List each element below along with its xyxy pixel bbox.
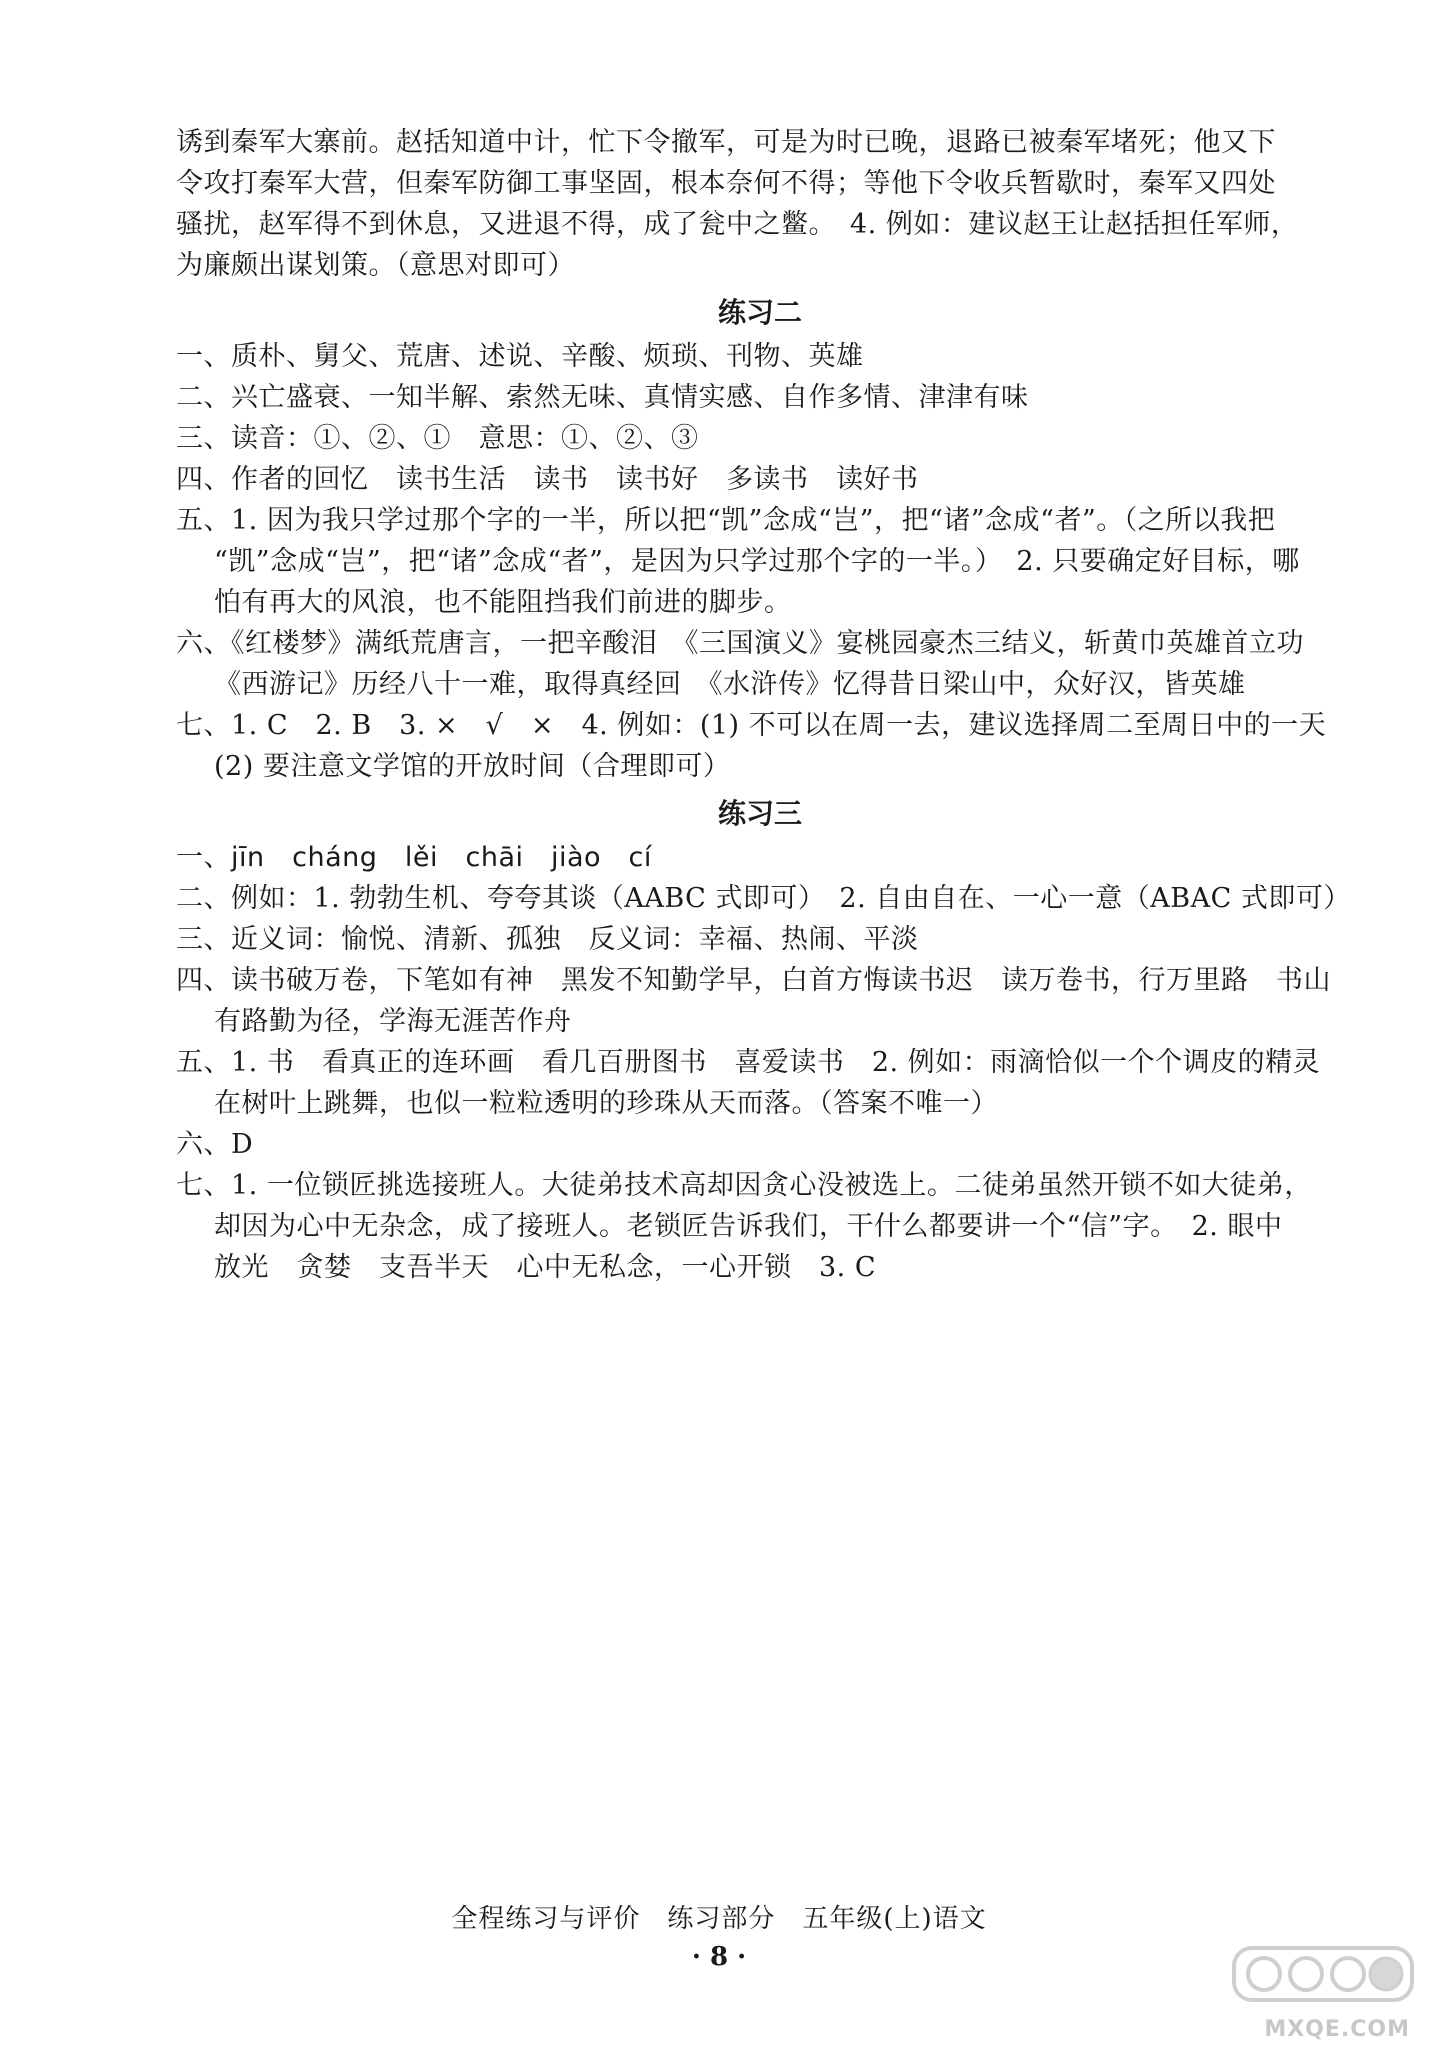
practice-3-line-6: 在树叶上跳舞，也似一粒粒透明的珍珠从天而落。（答案不唯一） — [214, 1088, 998, 1119]
practice-2-line-11: (2) 要注意文学馆的开放时间（合理即可） — [214, 751, 731, 782]
intro-line-4: 为廉颇出谋划策。（意思对即可） — [176, 250, 575, 281]
practice-2-line-6: “凯”念成“岂”，把“诸”念成“者”，是因为只学过那个字的一半。） 2. 只要确定好目标，哪 — [214, 546, 1300, 577]
intro-paragraph — [176, 122, 1344, 286]
page-number: · 8 · — [691, 1942, 747, 1972]
footer-book-title: 全程练习与评价 练习部分 五年级(上)语文 — [451, 1904, 987, 1934]
practice-3-pinyin-line — [176, 837, 1344, 878]
section-heading-practice-2: 练习二 — [717, 296, 802, 329]
section-practice-3 — [176, 837, 1351, 1288]
practice-2-line-5: 五、1. 因为我只学过那个字的一半，所以把“凯”念成“岂”，把“诸”念成“者”。（之所以我把 — [176, 505, 1276, 536]
practice-3-line-5: 五、1. 书 看真正的连环画 看几百册图书 喜爱读书 2. 例如：雨滴恰似一个个调皮的精灵 — [176, 1047, 1321, 1078]
pinyin-prefix: 一、 — [176, 842, 231, 873]
answer-watermark-logo-icon — [1230, 1942, 1416, 2006]
pinyin-answers: jīn cháng lěi chāi jiào cí — [231, 842, 652, 873]
practice-3-line-7: 六、D — [176, 1129, 254, 1160]
practice-2-line-9: 《西游记》历经八十一难，取得真经回 《水浒传》忆得昔日梁山中，众好汉，皆英雄 — [214, 669, 1246, 700]
practice-3-line-10: 放光 贪婪 支吾半天 心中无私念，一心开锁 3. C — [214, 1252, 877, 1283]
practice-3-line-8: 七、1. 一位锁匠挑选接班人。大徒弟技术高却因贪心没被选上。二徒弟虽然开锁不如大徒弟， — [176, 1170, 1312, 1201]
practice-2-line-7: 怕有再大的风浪，也不能阻挡我们前进的脚步。 — [214, 587, 792, 618]
practice-2-line-4: 四、作者的回忆 读书生活 读书 读书好 多读书 读好书 — [176, 464, 919, 495]
answer-content — [176, 122, 1351, 1288]
practice-2-line-1: 一、质朴、舅父、荒唐、述说、辛酸、烦琐、刊物、英雄 — [176, 341, 864, 372]
intro-line-3: 骚扰，赵军得不到休息，又进退不得，成了瓮中之鳖。 4. 例如：建议赵王让赵括担任军师， — [176, 209, 1299, 240]
intro-line-2: 令攻打秦军大营，但秦军防御工事坚固，根本奈何不得；等他下令收兵暂歇时，秦军又四处 — [176, 168, 1276, 199]
practice-3-line-2: 三、近义词：愉悦、清新、孤独 反义词：幸福、热闹、平淡 — [176, 924, 919, 955]
watermark — [1230, 1942, 1416, 2042]
practice-3-line-4: 有路勤为径，学海无涯苦作舟 — [214, 1006, 572, 1037]
practice-2-line-2: 二、兴亡盛衰、一知半解、索然无味、真情实感、自作多情、津津有味 — [176, 382, 1029, 413]
practice-3-line-1: 二、例如：1. 勃勃生机、夸夸其谈（AABC 式即可） 2. 自由自在、一心一意（ABAC 式即可） — [176, 883, 1351, 914]
section-heading-practice-3: 练习三 — [717, 797, 802, 830]
watermark-url: MXQE.COM — [1264, 2017, 1410, 2042]
practice-2-line-3: 三、读音：①、②、① 意思：①、②、③ — [176, 423, 699, 454]
practice-3-line-3: 四、读书破万卷，下笔如有神 黑发不知勤学早，白首方悔读书迟 读万卷书，行万里路 书山 — [176, 965, 1331, 996]
practice-2-line-8: 六、《红楼梦》满纸荒唐言，一把辛酸泪 《三国演义》宴桃园豪杰三结义，斩黄巾英雄首立功 — [176, 628, 1304, 659]
practice-3-line-9: 却因为心中无杂念，成了接班人。老锁匠告诉我们，干什么都要讲一个“信”字。 2. 眼中 — [214, 1211, 1283, 1242]
intro-line-1: 诱到秦军大寨前。赵括知道中计，忙下令撤军，可是为时已晚，退路已被秦军堵死；他又下 — [176, 127, 1276, 158]
section-practice-2 — [176, 336, 1344, 787]
practice-2-line-10: 七、1. C 2. B 3. × √ × 4. 例如：(1) 不可以在周一去，建议选择周二至周日中的一天 — [176, 710, 1327, 741]
